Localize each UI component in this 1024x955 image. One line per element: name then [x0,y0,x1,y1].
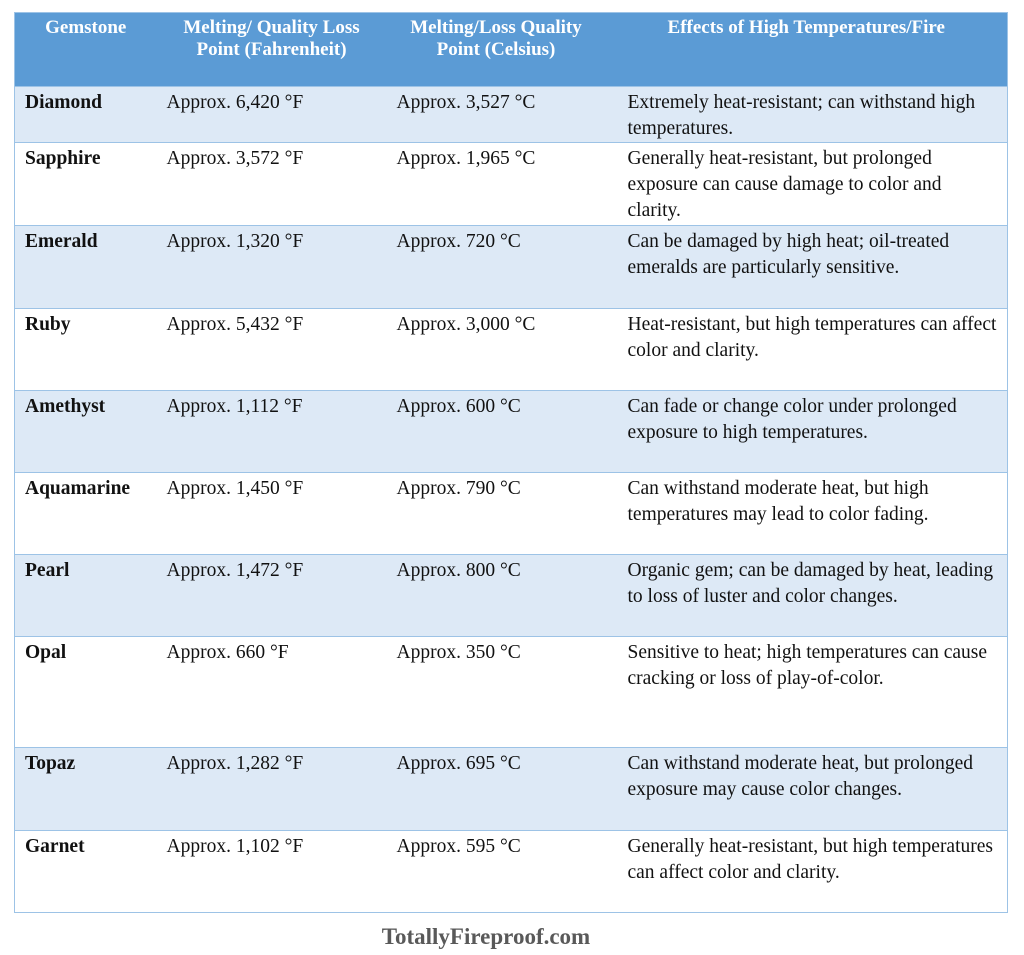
gem-celsius: Approx. 3,000 °C [387,309,606,391]
gem-fahrenheit: Approx. 5,432 °F [157,309,387,391]
gem-name: Emerald [15,226,157,309]
header-gemstone: Gemstone [15,13,157,87]
gem-fahrenheit: Approx. 1,112 °F [157,391,387,473]
gem-name: Amethyst [15,391,157,473]
table-row [15,309,1008,391]
gem-fahrenheit: Approx. 1,320 °F [157,226,387,309]
gem-fahrenheit: Approx. 3,572 °F [157,143,387,226]
gem-effect: Organic gem; can be damaged by heat, leading to loss of luster and color changes. [606,555,1008,637]
gem-name: Diamond [15,87,157,143]
gem-celsius: Approx. 350 °C [387,637,606,748]
table-row [15,226,1008,309]
header-celsius: Melting/Loss Quality Point (Celsius) [387,13,606,87]
site-watermark: TotallyFireproof.com [381,924,591,949]
gem-effect: Can fade or change color under prolonged exposure to high temperatures. [606,391,1008,473]
table-header-row [15,13,1008,87]
gem-effect: Generally heat-resistant, but prolonged exposure can cause damage to color and clarity. [606,143,1008,226]
gem-effect: Can be damaged by high heat; oil-treated emeralds are particularly sensitive. [606,226,1008,309]
gem-name: Sapphire [15,143,157,226]
gem-name: Ruby [15,309,157,391]
gem-celsius: Approx. 790 °C [387,473,606,555]
gemstone-table-container [14,12,1007,913]
gem-celsius: Approx. 695 °C [387,748,606,831]
gem-fahrenheit: Approx. 1,282 °F [157,748,387,831]
table-row [15,391,1008,473]
gem-fahrenheit: Approx. 660 °F [157,637,387,748]
gem-effect: Can withstand moderate heat, but prolonged exposure may cause color changes. [606,748,1008,831]
table-row [15,87,1008,143]
gem-celsius: Approx. 3,527 °C [387,87,606,143]
gem-name: Aquamarine [15,473,157,555]
gem-fahrenheit: Approx. 1,472 °F [157,555,387,637]
table-row [15,748,1008,831]
table-row [15,555,1008,637]
gem-effect: Sensitive to heat; high temperatures can cause cracking or loss of play-of-color. [606,637,1008,748]
gem-celsius: Approx. 720 °C [387,226,606,309]
gem-fahrenheit: Approx. 1,102 °F [157,831,387,913]
gem-name: Topaz [15,748,157,831]
gem-celsius: Approx. 600 °C [387,391,606,473]
gem-effect: Extremely heat-resistant; can withstand high temperatures. [606,87,1008,143]
header-effects: Effects of High Temperatures/Fire [606,13,1008,87]
gem-celsius: Approx. 800 °C [387,555,606,637]
gem-celsius: Approx. 595 °C [387,831,606,913]
gem-fahrenheit: Approx. 6,420 °F [157,87,387,143]
table-row [15,637,1008,748]
gem-effect: Can withstand moderate heat, but high temperatures may lead to color fading. [606,473,1008,555]
gem-name: Opal [15,637,157,748]
table-row [15,143,1008,226]
table-row [15,473,1008,555]
gem-celsius: Approx. 1,965 °C [387,143,606,226]
gem-name: Pearl [15,555,157,637]
gem-fahrenheit: Approx. 1,450 °F [157,473,387,555]
table-row [15,831,1008,913]
gem-effect: Generally heat-resistant, but high temperatures can affect color and clarity. [606,831,1008,913]
gem-effect: Heat-resistant, but high temperatures can affect color and clarity. [606,309,1008,391]
gemstone-heat-table [14,12,1008,913]
header-fahrenheit: Melting/ Quality Loss Point (Fahrenheit) [157,13,387,87]
gem-name: Garnet [15,831,157,913]
